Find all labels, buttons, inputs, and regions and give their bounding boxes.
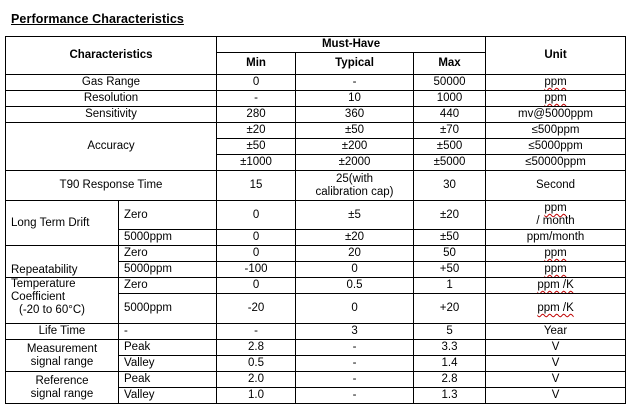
max-cell: 1.3 xyxy=(414,388,486,404)
sub-label: - xyxy=(119,324,217,340)
document-title: Performance Characteristics xyxy=(11,12,184,26)
unit-cell: Year xyxy=(486,324,626,340)
max-cell: +20 xyxy=(414,294,486,324)
typical-cell: ±50 xyxy=(296,123,414,139)
min-cell: 0 xyxy=(217,246,296,262)
min-cell: -20 xyxy=(217,294,296,324)
sub-label: Valley xyxy=(119,388,217,404)
unit-cell: ppm /K xyxy=(486,294,626,324)
typical-cell: 10 xyxy=(296,91,414,107)
typical-cell: 0 xyxy=(296,262,414,278)
row-label: Sensitivity xyxy=(6,107,217,123)
sub-label: Peak xyxy=(119,340,217,356)
max-cell: 1.4 xyxy=(414,356,486,372)
row-label: Long Term Drift xyxy=(6,201,119,246)
table-row xyxy=(6,75,626,91)
row-label: Gas Range xyxy=(6,75,217,91)
max-cell: 50000 xyxy=(414,75,486,91)
typical-cell: 3 xyxy=(296,324,414,340)
unit-cell: ppm /K xyxy=(486,278,626,294)
table-header-row xyxy=(6,37,626,53)
sub-label: 5000ppm xyxy=(119,294,217,324)
unit-cell: ppm xyxy=(486,262,626,278)
typical-cell: 360 xyxy=(296,107,414,123)
typical-cell: ±5 xyxy=(296,201,414,230)
typical-header: Typical xyxy=(296,53,414,75)
unit-cell: V xyxy=(486,356,626,372)
max-cell: 1 xyxy=(414,278,486,294)
max-cell: ±500 xyxy=(414,139,486,155)
table-row xyxy=(6,324,626,340)
table-row xyxy=(6,171,626,201)
typical-cell: 0.5 xyxy=(296,278,414,294)
min-cell: 280 xyxy=(217,107,296,123)
max-cell: +50 xyxy=(414,262,486,278)
min-cell: 0 xyxy=(217,230,296,246)
row-label: T90 Response Time xyxy=(6,171,217,201)
max-cell: ±5000 xyxy=(414,155,486,171)
unit-header: Unit xyxy=(486,37,626,75)
min-cell: 0.5 xyxy=(217,356,296,372)
characteristics-header: Characteristics xyxy=(6,37,217,75)
max-cell: 2.8 xyxy=(414,372,486,388)
min-cell: 0 xyxy=(217,75,296,91)
typical-cell: 25(with calibration cap) xyxy=(296,171,414,201)
min-cell: - xyxy=(217,91,296,107)
min-cell: 2.8 xyxy=(217,340,296,356)
max-cell: 50 xyxy=(414,246,486,262)
unit-cell: ppm xyxy=(486,75,626,91)
unit-cell: V xyxy=(486,340,626,356)
min-cell: ±50 xyxy=(217,139,296,155)
table-row xyxy=(6,107,626,123)
sub-label: Zero xyxy=(119,278,217,294)
max-cell: 3.3 xyxy=(414,340,486,356)
table-row xyxy=(6,123,626,139)
unit-cell: ppm / month xyxy=(486,201,626,230)
unit-cell: V xyxy=(486,372,626,388)
row-label: Measurement signal range xyxy=(6,340,119,372)
row-label: Life Time xyxy=(6,324,119,340)
unit-cell: ≤500ppm xyxy=(486,123,626,139)
sub-label: Zero xyxy=(119,246,217,262)
table-row xyxy=(6,278,626,294)
table-row xyxy=(6,201,626,230)
unit-cell: V xyxy=(486,388,626,404)
min-cell: 2.0 xyxy=(217,372,296,388)
table-row xyxy=(6,340,626,356)
min-cell: 1.0 xyxy=(217,388,296,404)
must-have-header: Must-Have xyxy=(217,37,486,53)
row-label: Resolution xyxy=(6,91,217,107)
row-label: Temperature Coefficient (-20 to 60°C) xyxy=(6,278,119,324)
min-cell: 0 xyxy=(217,201,296,230)
sub-label: Peak xyxy=(119,372,217,388)
typical-cell: - xyxy=(296,388,414,404)
max-cell: ±50 xyxy=(414,230,486,246)
table-row xyxy=(6,372,626,388)
typical-cell: ±200 xyxy=(296,139,414,155)
max-cell: ±20 xyxy=(414,201,486,230)
row-label: Reference signal range xyxy=(6,372,119,404)
typical-cell: ±2000 xyxy=(296,155,414,171)
sub-label: 5000ppm xyxy=(119,230,217,246)
min-cell: 0 xyxy=(217,278,296,294)
max-cell: 5 xyxy=(414,324,486,340)
unit-cell: mv@5000ppm xyxy=(486,107,626,123)
row-label: Accuracy xyxy=(6,123,217,171)
sub-label: 5000ppm xyxy=(119,262,217,278)
max-header: Max xyxy=(414,53,486,75)
table-row xyxy=(6,246,626,262)
unit-cell: ppm xyxy=(486,91,626,107)
min-cell: ±1000 xyxy=(217,155,296,171)
min-cell: - xyxy=(217,324,296,340)
typical-cell: - xyxy=(296,340,414,356)
typical-cell: 0 xyxy=(296,294,414,324)
unit-cell: ppm/month xyxy=(486,230,626,246)
min-header: Min xyxy=(217,53,296,75)
performance-table xyxy=(5,36,626,404)
unit-cell: Second xyxy=(486,171,626,201)
min-cell: -100 xyxy=(217,262,296,278)
sub-label: Zero xyxy=(119,201,217,230)
typical-cell: - xyxy=(296,372,414,388)
max-cell: 30 xyxy=(414,171,486,201)
typical-cell: ±20 xyxy=(296,230,414,246)
unit-cell: ≤50000ppm xyxy=(486,155,626,171)
max-cell: 1000 xyxy=(414,91,486,107)
table-row xyxy=(6,91,626,107)
max-cell: ±70 xyxy=(414,123,486,139)
row-label: Repeatability xyxy=(6,246,119,278)
unit-cell: ≤5000ppm xyxy=(486,139,626,155)
typical-cell: 20 xyxy=(296,246,414,262)
sub-label: Valley xyxy=(119,356,217,372)
max-cell: 440 xyxy=(414,107,486,123)
typical-cell: - xyxy=(296,356,414,372)
min-cell: ±20 xyxy=(217,123,296,139)
typical-cell: - xyxy=(296,75,414,91)
unit-cell: ppm xyxy=(486,246,626,262)
min-cell: 15 xyxy=(217,171,296,201)
